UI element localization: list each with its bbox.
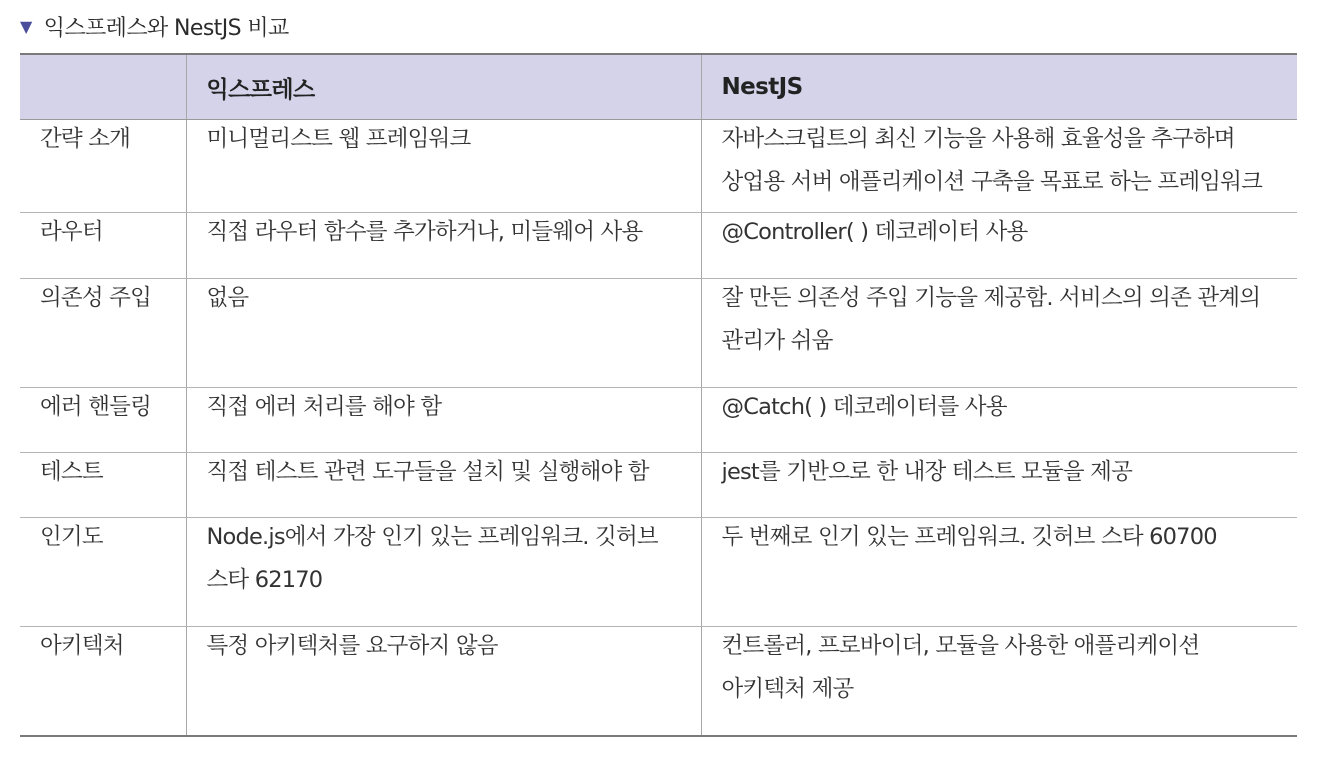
table-row (20, 120, 1297, 213)
header-express: 익스프레스 (186, 54, 701, 120)
triangle-down-icon: ▼ (20, 16, 32, 36)
caption-title: 익스프레스와 NestJS 비교 (43, 15, 289, 41)
nestjs-cell: 잘 만든 의존성 주입 기능을 제공함. 서비스의 의존 관계의 관리가 쉬움 (701, 279, 1297, 388)
nestjs-cell: 컨트롤러, 프로바이더, 모듈을 사용한 애플리케이션 아키텍처 제공 (701, 627, 1297, 737)
row-label: 라우터 (20, 213, 186, 279)
row-label: 테스트 (20, 453, 186, 518)
row-label: 간략 소개 (20, 120, 186, 213)
express-cell: 특정 아키텍처를 요구하지 않음 (186, 627, 701, 737)
table-row (20, 518, 1297, 627)
express-cell: 직접 에러 처리를 해야 함 (186, 388, 701, 453)
table-row (20, 213, 1297, 279)
express-cell: 없음 (186, 279, 701, 388)
table-row (20, 279, 1297, 388)
nestjs-cell: @Catch( ) 데코레이터를 사용 (701, 388, 1297, 453)
comparison-table (20, 53, 1297, 737)
table-caption (20, 8, 289, 44)
row-label: 아키텍처 (20, 627, 186, 737)
header-empty (20, 54, 186, 120)
express-cell: 미니멀리스트 웹 프레임워크 (186, 120, 701, 213)
nestjs-cell: 자바스크립트의 최신 기능을 사용해 효율성을 추구하며 상업용 서버 애플리케이션 구축을 목표로 하는 프레임워크 (701, 120, 1297, 213)
nestjs-cell: jest를 기반으로 한 내장 테스트 모듈을 제공 (701, 453, 1297, 518)
express-cell: 직접 테스트 관련 도구들을 설치 및 실행해야 함 (186, 453, 701, 518)
nestjs-cell: 두 번째로 인기 있는 프레임워크. 깃허브 스타 60700 (701, 518, 1297, 627)
nestjs-cell: @Controller( ) 데코레이터 사용 (701, 213, 1297, 279)
header-nestjs: NestJS (701, 54, 1297, 120)
row-label: 인기도 (20, 518, 186, 627)
header-row (20, 54, 1297, 120)
express-cell: 직접 라우터 함수를 추가하거나, 미들웨어 사용 (186, 213, 701, 279)
table-row (20, 453, 1297, 518)
row-label: 의존성 주입 (20, 279, 186, 388)
row-label: 에러 핸들링 (20, 388, 186, 453)
express-cell: Node.js에서 가장 인기 있는 프레임워크. 깃허브 스타 62170 (186, 518, 701, 627)
table-row (20, 388, 1297, 453)
table-row (20, 627, 1297, 737)
